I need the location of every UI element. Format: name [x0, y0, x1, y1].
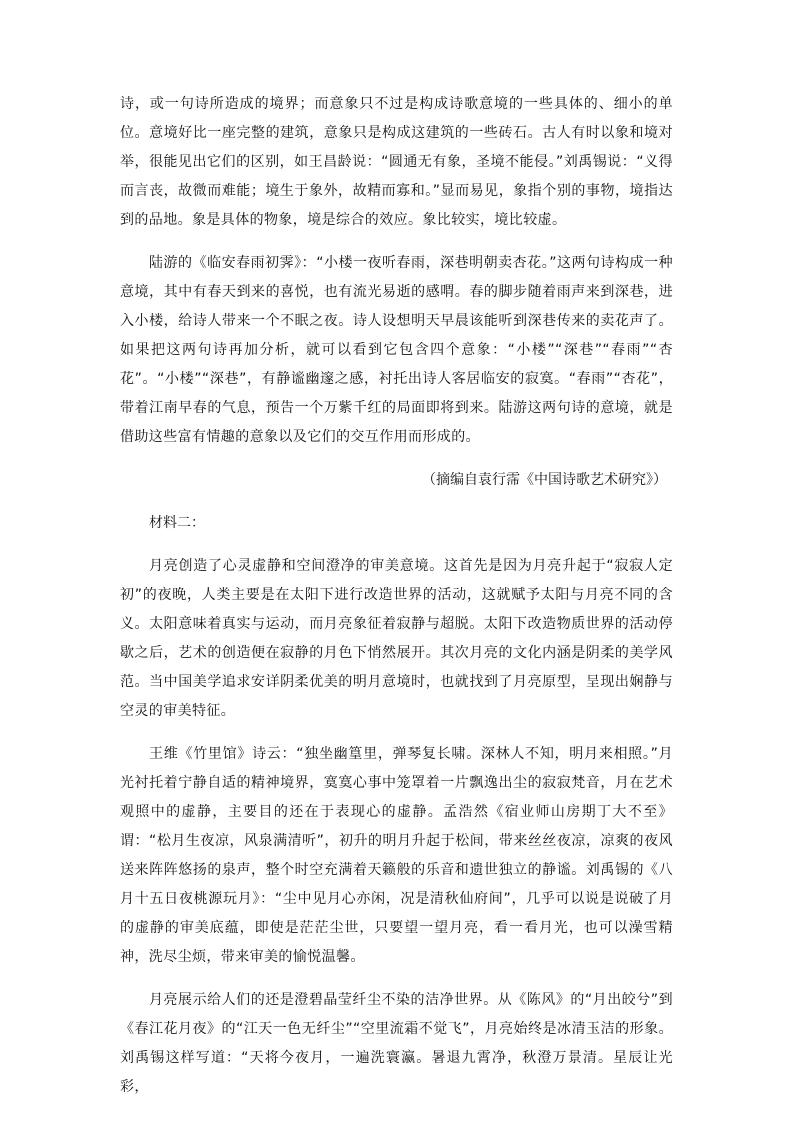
section-heading-material-two: 材料二：	[149, 515, 205, 531]
paragraph-moon-aesthetic: 月亮创造了心灵虚静和空间澄净的审美意境。这首先是因为月亮升起于“寂寂人定初”的夜晚，人类主要是在太阳下进行改造世界的活动，这就赋予太阳与月亮不同的含义。太阳意味着真实与运动，而月亮象征着寂静与超脱。太阳下改造物质世界的活动停歇之后，艺术的创造便在寂静的月色下悄然展开。其次月亮的文化内涵是阴柔的美学风范。当中国美学追求安详阴柔优美的明月意境时，也就找到了月亮原型，呈现出娴静与空灵的审美特征。	[120, 558, 673, 719]
paragraph-moon-pure-world: 月亮展示给人们的还是澄碧晶莹纤尘不染的洁净世界。从《陈风》的“月出皎兮”到《春江花月夜》的“江天一色无纤尘”“空里流霜不觉飞”，月亮始终是冰清玉洁的形象。刘禹锡这样写道：“天将今夜月，一遍洗寰瀛。暑退九霄净，秋澄万景清。星辰让光彩，	[120, 992, 673, 1095]
document-page	[120, 90, 673, 1116]
paragraph-luyou-analysis: 陆游的《临安春雨初霁》：“小楼一夜听春雨，深巷明朝卖杏花。”这两句诗构成一种意境，其中有春天到来的喜悦，也有流光易逝的感喟。春的脚步随着雨声来到深巷，进入小楼，给诗人带来一个不眠之夜。诗人设想明天早晨该能听到深巷传来的卖花声了。如果把这两句诗再加分析，就可以看到它包含四个意象：“小楼”“深巷”“春雨”“杏花”。“小楼”“深巷”，有静谧幽邃之感，衬托出诗人客居临安的寂寞。“春雨”“杏花”，带着江南早春的气息，预告一个万紫千红的局面即将到来。陆游这两句诗的意境，就是借助这些富有情趣的意象以及它们的交互作用而形成的。	[120, 255, 673, 445]
source-citation: （摘编自袁行霈《中国诗歌艺术研究》）	[422, 472, 667, 488]
paragraph-wangwei-poem: 王维《竹里馆》诗云：“独坐幽篁里，弹琴复长啸。深林人不知，明月来相照。”月光衬托着宁静自适的精神境界，寞寞心事中笼罩着一片飘逸出尘的寂寂梵音，月在艺术观照中的虚静，主要目的还在于表现心的虚静。孟浩然《宿业师山房期丁大不至》谓：“松月生夜凉，风泉满清听”，初升的明月升起于松间，带来丝丝夜凉，凉爽的夜风送来阵阵悠扬的泉声，整个时空充满着天籁般的乐音和遗世独立的静谧。刘禹锡的《八月十五日夜桃源玩月》：“尘中见月心亦闲，况是清秋仙府间”，几乎可以说是说破了月的虚静的审美底蕴，即使是茫茫尘世，只要望一望月亮，看一看月光，也可以澡雪精神，洗尽尘烦，带来审美的愉悦温馨。	[120, 746, 673, 965]
paragraph-intro-continued: 诗，或一句诗所造成的境界；而意象只不过是构成诗歌意境的一些具体的、细小的单位。意境好比一座完整的建筑，意象只是构成这建筑的一些砖石。古人有时以象和境对举，很能见出它们的区别，如王昌龄说：“圆通无有象，圣境不能侵。”刘禹锡说：“义得而言丧，故微而难能；境生于象外，故精而寡和。”显而易见，象指个别的事物，境指达到的品地。象是具体的物象，境是综合的效应。象比较实，境比较虚。	[120, 96, 673, 228]
